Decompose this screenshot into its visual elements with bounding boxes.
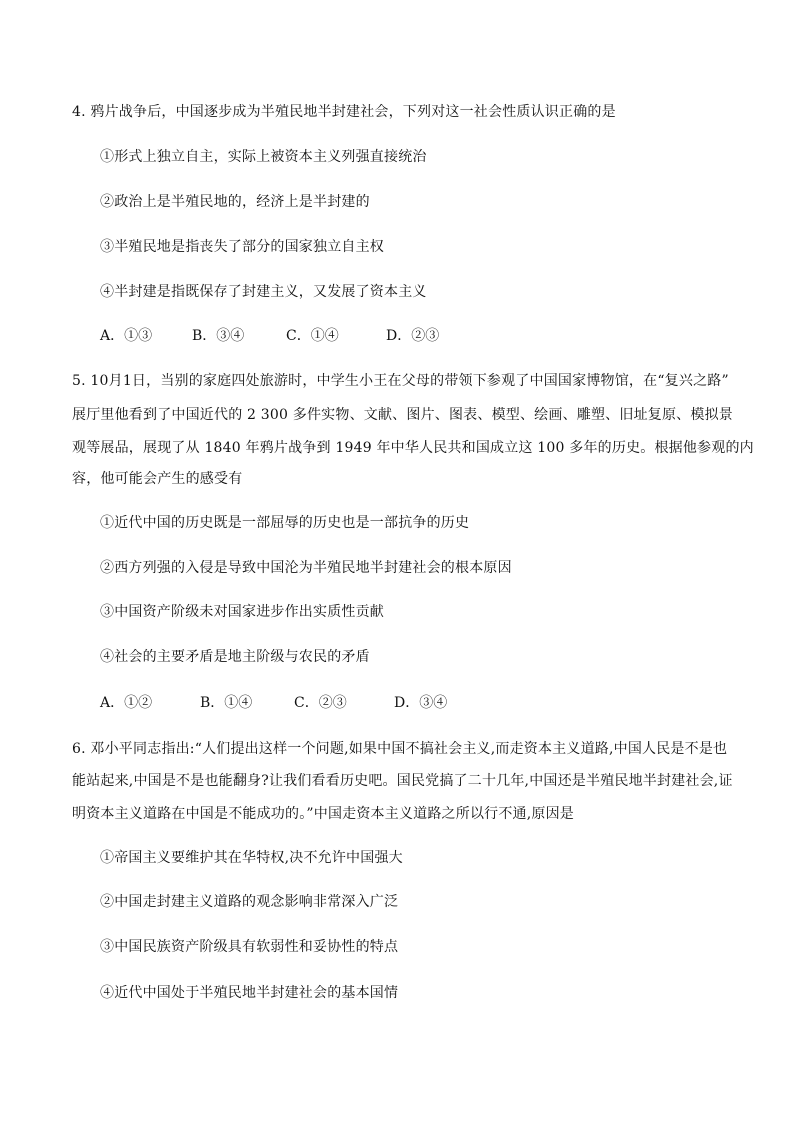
question-5-stem-line-2: 展厅里他看到了中国近代的 2 300 多件实物、文献、图片、图表、模型、绘画、雕塑、旧址复原、模拟景	[72, 407, 733, 423]
question-5-stem-line-4: 容，他可能会产生的感受有	[72, 471, 243, 487]
question-4-choice-d: D．②③	[386, 328, 440, 344]
question-4-choice-b: B．③④	[192, 328, 245, 344]
question-5-choice-d: D．③④	[394, 695, 448, 711]
question-4-option-2: ②政治上是半殖民地的，经济上是半封建的	[100, 194, 370, 210]
question-5-option-2: ②西方列强的入侵是导致中国沦为半殖民地半封建社会的根本原因	[100, 560, 512, 576]
question-5-choice-a: A．①②	[100, 695, 153, 711]
question-6-option-4: ④近代中国处于半殖民地半封建社会的基本国情	[100, 985, 399, 1001]
question-5-option-4: ④社会的主要矛盾是地主阶级与农民的矛盾	[100, 649, 370, 665]
question-4-option-1: ①形式上独立自主，实际上被资本主义列强直接统治	[100, 149, 427, 165]
question-4-stem: 4. 鸦片战争后，中国逐步成为半殖民地半封建社会，下列对这一社会性质认识正确的是	[72, 104, 616, 120]
question-6-stem-line-3: 明资本主义道路在中国是不能成功的。”中国走资本主义道路之所以行不通,原因是	[72, 806, 575, 822]
question-6-option-3: ③中国民族资产阶级具有软弱性和妥协性的特点	[100, 939, 399, 955]
question-5-stem-line-3: 观等展品，展现了从 1840 年鸦片战争到 1949 年中华人民共和国成立这 100 多年的历史。根据他参观的内	[72, 440, 754, 456]
question-5-choice-c: C．②③	[294, 695, 347, 711]
question-6-stem-line-2: 能站起来,中国是不是也能翻身?让我们看看历史吧。国民党搞了二十几年,中国还是半殖民地半封建社会,证	[72, 773, 733, 789]
question-5-option-1: ①近代中国的历史既是一部屈辱的历史也是一部抗争的历史	[100, 515, 470, 531]
question-5-choice-b: B．①④	[200, 695, 253, 711]
question-4-option-3: ③半殖民地是指丧失了部分的国家独立自主权	[100, 239, 384, 255]
question-4-option-4: ④半封建是指既保存了封建主义，又发展了资本主义	[100, 284, 427, 300]
question-6-option-1: ①帝国主义要维护其在华特权,决不允许中国强大	[100, 850, 403, 866]
question-5-stem-line-1: 5. 10月1日，当别的家庭四处旅游时，中学生小王在父母的带领下参观了中国国家博物馆，在“复兴之路”	[72, 373, 729, 389]
question-6-option-2: ②中国走封建主义道路的观念影响非常深入广泛	[100, 894, 399, 910]
question-4-choice-c: C．①④	[286, 328, 339, 344]
question-6-stem-line-1: 6. 邓小平同志指出:“人们提出这样一个问题,如果中国不搞社会主义,而走资本主义道路,中国人民是不是也	[72, 741, 728, 757]
question-5-option-3: ③中国资产阶级未对国家进步作出实质性贡献	[100, 604, 384, 620]
question-4-choice-a: A．①③	[100, 328, 153, 344]
